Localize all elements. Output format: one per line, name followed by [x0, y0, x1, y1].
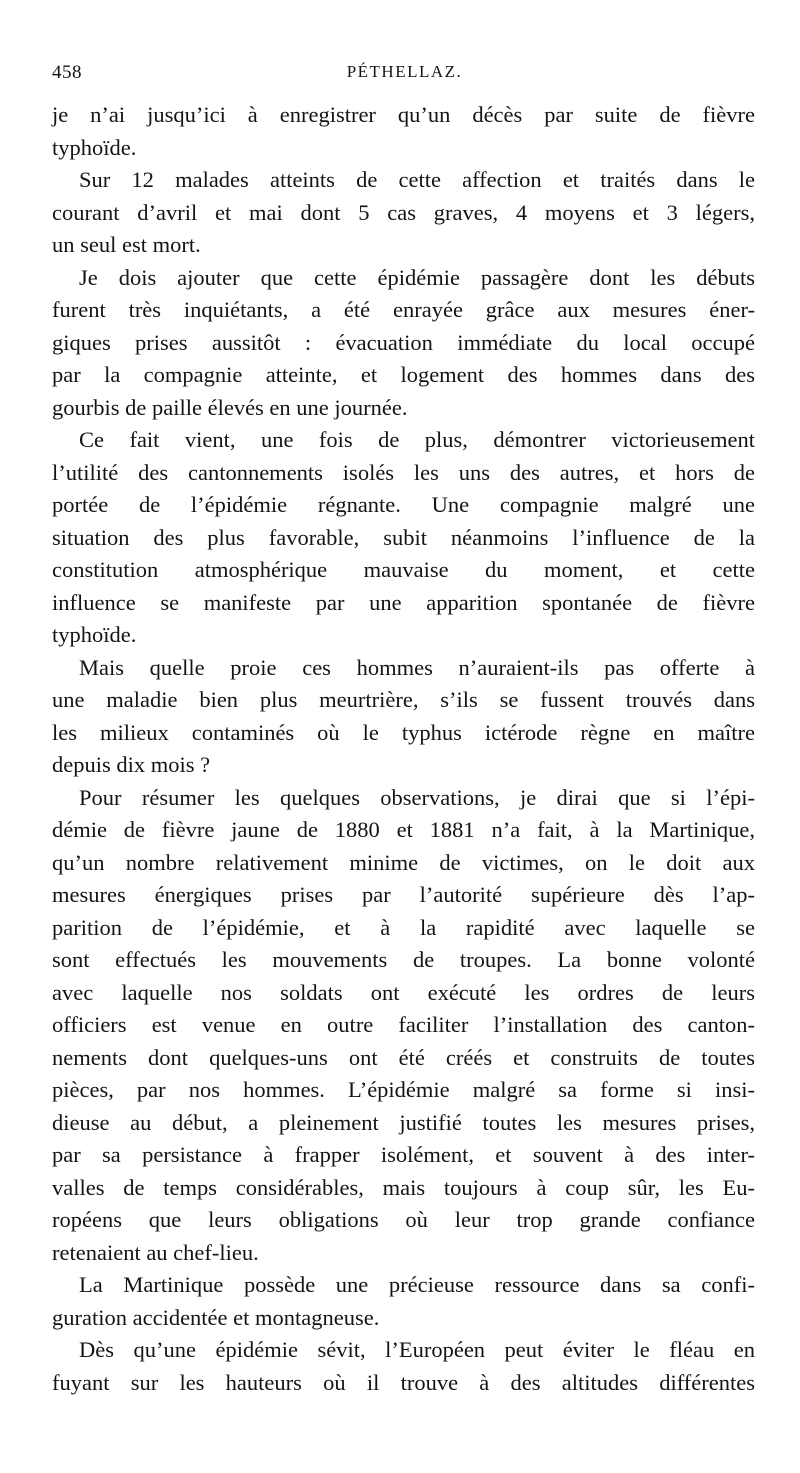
text-line: sont effectués les mouvements de troupes. La bonne volonté [52, 947, 755, 972]
text-line: Ce fait vient, une fois de plus, démontrer victorieusement [79, 427, 755, 452]
text-line: courant d’avril et mai dont 5 cas graves, 4 moyens et 3 légers, [52, 199, 755, 225]
text-line: furent très inquiétants, a été enrayée grâce aux mesures éner- [52, 297, 755, 322]
text-line: Pour résumer les quelques observations, je dirai que si l’épi- [79, 784, 755, 810]
text-line: portée de l’épidémie régnante. Une compagnie malgré une [52, 492, 755, 517]
text-line: ropéens que leurs obligations où leur trop grande confiance [52, 1207, 755, 1232]
body-text [52, 99, 755, 1399]
text-line: dieuse au début, a pleinement justifié toutes les mesures prises, [52, 1109, 755, 1135]
text-line: avec laquelle nos soldats ont exécuté les ordres de leurs [52, 979, 755, 1005]
text-line: typhoïde. [52, 134, 137, 160]
text-line: par la compagnie atteinte, et logement des hommes dans des [52, 362, 755, 387]
text-line: officiers est venue en outre faciliter l’installation des canton- [52, 1012, 755, 1037]
text-line: giques prises aussitôt : évacuation immédiate du local occupé [52, 329, 755, 355]
text-line: Dès qu’une épidémie sévit, l’Européen peut éviter le fléau en [79, 1337, 755, 1362]
text-line: les milieux contaminés où le typhus ictérode règne en maître [52, 719, 755, 745]
page-number: 458 [52, 62, 82, 83]
text-line: qu’un nombre relativement minime de victimes, on le doit aux [52, 849, 755, 875]
text-line: gourbis de paille élevés en une journée. [52, 394, 408, 420]
text-line: influence se manifeste par une apparition spontanée de fièvre [52, 589, 755, 615]
text-line: je n’ai jusqu’ici à enregistrer qu’un décès par suite de fièvre [52, 102, 755, 127]
text-line: une maladie bien plus meurtrière, s’ils se fussent trouvés dans [52, 687, 755, 712]
text-line: depuis dix mois ? [52, 752, 211, 777]
text-line: Mais quelle proie ces hommes n’auraient-ils pas offerte à [79, 654, 755, 680]
text-line: parition de l’épidémie, et à la rapidité avec laquelle se [52, 914, 755, 940]
text-line: constitution atmosphérique mauvaise du moment, et cette [52, 557, 755, 582]
text-line: situation des plus favorable, subit néanmoins l’influence de la [52, 524, 755, 550]
text-line: valles de temps considérables, mais toujours à coup sûr, les Eu- [52, 1174, 755, 1200]
text-line: La Martinique possède une précieuse ressource dans sa confi- [79, 1272, 755, 1297]
text-line: Je dois ajouter que cette épidémie passagère dont les débuts [79, 264, 755, 290]
text-line: retenaient au chef-lieu. [52, 1239, 259, 1265]
text-line: l’utilité des cantonnements isolés les uns des autres, et hors de [52, 459, 755, 485]
text-line: mesures énergiques prises par l’autorité supérieure dès l’ap- [52, 882, 755, 907]
page-header [52, 62, 757, 90]
text-line: Sur 12 malades atteints de cette affection et traités dans le [79, 167, 755, 192]
text-line: guration accidentée et montagneuse. [52, 1304, 380, 1330]
text-line: nements dont quelques-uns ont été créés et construits de toutes [52, 1044, 755, 1070]
text-line: typhoïde. [52, 622, 137, 647]
text-line: démie de fièvre jaune de 1880 et 1881 n’a fait, à la Martinique, [52, 817, 755, 842]
text-line: par sa persistance à frapper isolément, et souvent à des inter- [52, 1142, 755, 1167]
running-head: PÉTHELLAZ. [346, 62, 463, 81]
text-line: pièces, par nos hommes. L’épidémie malgré sa forme si insi- [52, 1077, 755, 1102]
text-line: un seul est mort. [52, 232, 201, 257]
text-line: fuyant sur les hauteurs où il trouve à des altitudes différentes [52, 1369, 755, 1395]
